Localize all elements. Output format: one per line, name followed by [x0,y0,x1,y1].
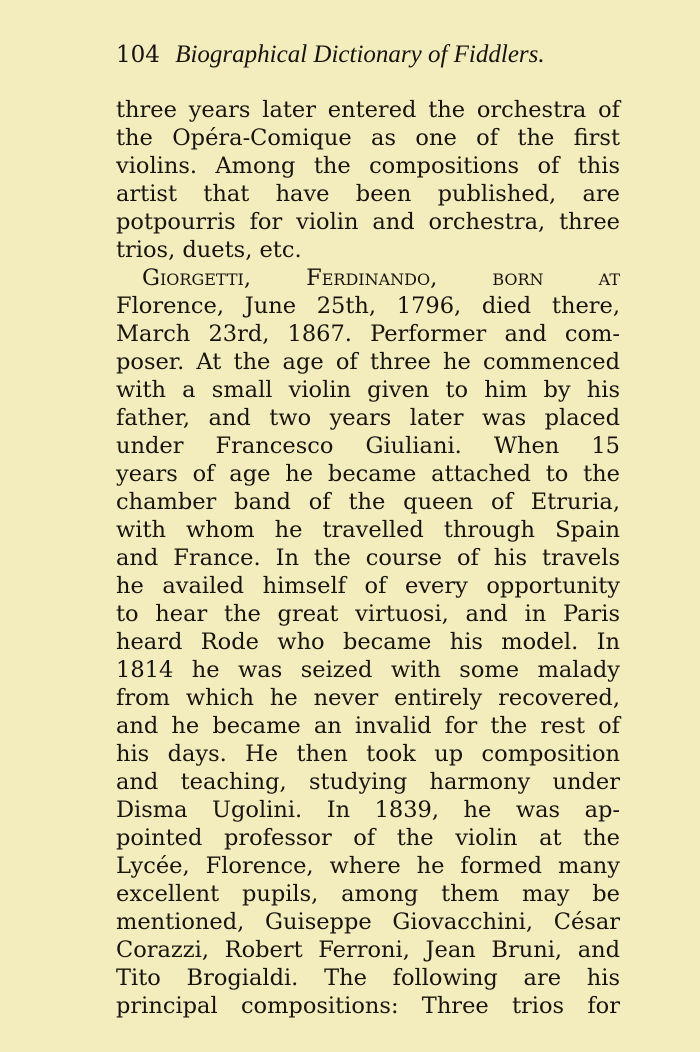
text-line: with a small violin given to him by his [116,377,620,403]
page-number: 104 [116,42,160,68]
text-line: principal compositions: Three trios for [116,993,620,1019]
text-line: poser. At the age of three he commenced [116,349,620,375]
text-line: from which he never entirely recovered, [116,685,620,711]
text-line: Lycée, Florence, where he formed many [116,853,620,879]
text-line: and he became an invalid for the rest of [116,713,620,739]
text-line: 1814 he was seized with some malady [116,657,620,683]
text-line: excellent pupils, among them may be [116,881,620,907]
text-line: trios, duets, etc. [116,237,302,263]
running-title: Biographical Dictionary of Fiddlers. [175,41,545,68]
text-line: March 23rd, 1867. Performer and com- [116,321,620,347]
text-line: Florence, June 25th, 1796, died there, [116,293,620,319]
text-line: to hear the great virtuosi, and in Paris [116,601,620,627]
text-line: Disma Ugolini. In 1839, he was ap- [116,797,620,823]
text-line: Tito Brogialdi. The following are his [116,965,620,991]
text-line: heard Rode who became his model. In [116,629,620,655]
text-line: father, and two years later was placed [116,405,620,431]
text-line: under Francesco Giuliani. When 15 [116,433,620,459]
entry-heading-line: Giorgetti, Ferdinando, born at [142,265,620,291]
text-line: potpourris for violin and orchestra, three [116,209,620,235]
text-line: years of age he became attached to the [116,461,620,487]
text-line: three years later entered the orchestra of [116,97,620,123]
text-line: artist that have been published, are [116,181,620,207]
text-line: mentioned, Guiseppe Giovacchini, César [116,909,620,935]
text-line: violins. Among the compositions of this [116,153,620,179]
text-line: and France. In the course of his travels [116,545,620,571]
text-line: and teaching, studying harmony under [116,769,620,795]
text-line: the Opéra-Comique as one of the first [116,125,620,151]
text-line: Corazzi, Robert Ferroni, Jean Bruni, and [116,937,620,963]
text-line: pointed professor of the violin at the [116,825,620,851]
text-line: he availed himself of every opportunity [116,573,620,599]
text-line: his days. He then took up composition [116,741,620,767]
text-line: chamber band of the queen of Etruria, [116,489,620,515]
text-line: with whom he travelled through Spain [116,517,620,543]
running-head [116,42,545,67]
